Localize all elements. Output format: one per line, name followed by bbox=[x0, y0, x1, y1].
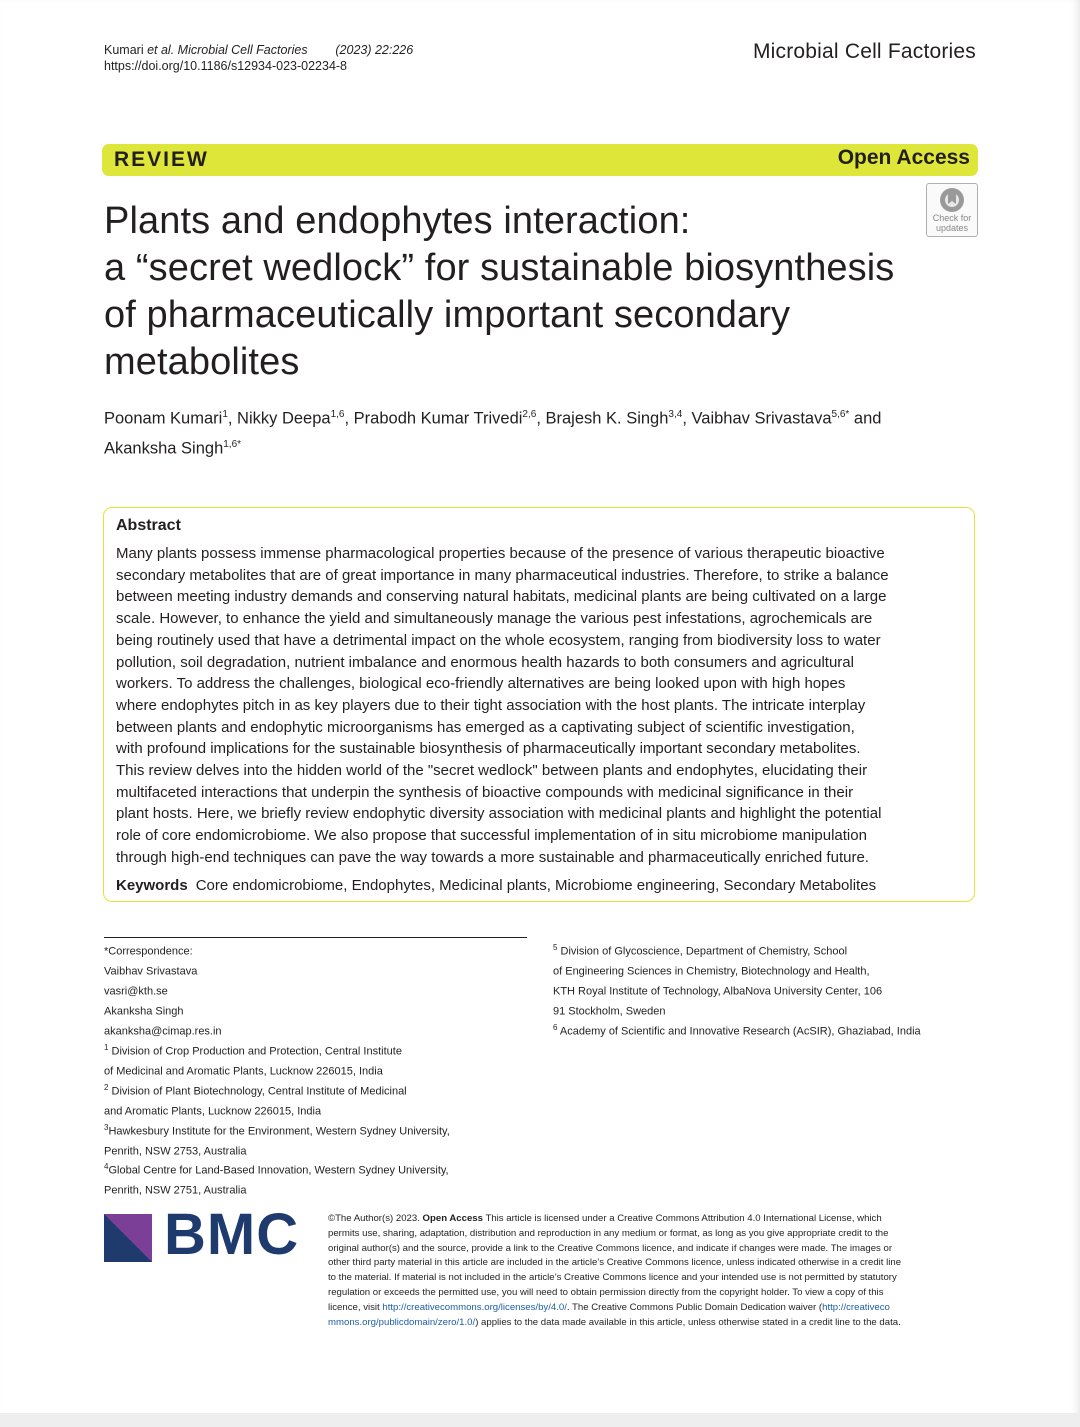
abstract-line: through high-end techniques can pave the way towards a more sustainable and pharmaceutically enriched future. bbox=[116, 848, 869, 866]
cite-year-volume: (2023) 22:226 bbox=[335, 43, 414, 57]
footnote-text: of Engineering Sciences in Chemistry, Biotechnology and Health, bbox=[553, 965, 870, 978]
author-name[interactable]: Poonam Kumari bbox=[104, 409, 223, 428]
open-access-label: Open Access bbox=[837, 146, 970, 169]
abstract-line: being routinely used that have a detrimental impact on the whole ecosystem, ranging from biodiversity loss to water bbox=[116, 631, 881, 649]
author-name[interactable]: Brajesh K. Singh bbox=[545, 409, 669, 428]
footnote-text: KTH Royal Institute of Technology, AlbaNova University Center, 106 bbox=[553, 985, 883, 998]
abstract-line: workers. To address the challenges, biological eco-friendly alternatives are being looked upon with high hopes bbox=[116, 675, 846, 693]
footnote-text: and Aromatic Plants, Lucknow 226015, India bbox=[104, 1105, 322, 1118]
license-line bbox=[328, 1212, 978, 1227]
abstract-line: pollution, soil degradation, nutrient imbalance and enormous health hazards to both consumers and agricultural bbox=[116, 653, 854, 671]
footnote-text: *Correspondence: bbox=[104, 945, 193, 958]
footnote-line bbox=[553, 940, 983, 960]
author-separator: , bbox=[536, 409, 546, 428]
author-affiliation: 3,4 bbox=[668, 409, 683, 420]
author-list bbox=[104, 402, 954, 461]
footnote-line bbox=[104, 960, 524, 980]
abstract-box bbox=[103, 507, 975, 902]
abstract-text bbox=[116, 543, 966, 869]
footnote-line bbox=[553, 1020, 983, 1040]
abstract-line: This review delves into the hidden world of the "secret wedlock" between plants and endophytes, elucidating their bbox=[116, 762, 868, 780]
bottom-edge bbox=[0, 1413, 1080, 1427]
title-line: a “secret wedlock” for sustainable biosynthesis bbox=[104, 247, 895, 289]
cite-et-al: et al. bbox=[147, 43, 175, 57]
footnote-text: of Medicinal and Aromatic Plants, Lucknow 226015, India bbox=[104, 1065, 383, 1078]
footnote-sup: 2 bbox=[104, 1082, 109, 1092]
abstract-line: secondary metabolites that are of great importance in many pharmaceutical industries. Therefore, to strike a balance bbox=[116, 566, 889, 584]
footnote-divider bbox=[104, 937, 527, 938]
footnote-text: Division of Glycoscience, Department of Chemistry, School bbox=[560, 945, 848, 958]
author-affiliation: 1,6 bbox=[330, 409, 345, 420]
footnote-text: Hawkesbury Institute for the Environment, Western Sydney University, bbox=[108, 1125, 450, 1138]
author-name[interactable]: Akanksha Singh bbox=[104, 439, 224, 457]
article-title bbox=[104, 198, 944, 386]
author-name[interactable]: Nikky Deepa bbox=[237, 409, 331, 428]
abstract-line: between plants and endophytic microorganisms has emerged as a captivating subject of scientific investigation, bbox=[116, 718, 855, 736]
license-text bbox=[328, 1212, 978, 1330]
footnote-line bbox=[104, 1120, 524, 1140]
license-line-text: ) applies to the data made available in this article, unless otherwise stated in a credit line to the data. bbox=[475, 1316, 901, 1328]
license-line: regulation or exceeds the permitted use, you will need to obtain permission directly from the copyright holder. To view a copy of this bbox=[328, 1286, 884, 1298]
license-copyright: ©The Author(s) 2023. bbox=[328, 1213, 420, 1224]
doi-link[interactable]: https://doi.org/10.1186/s12934-023-02234-8 bbox=[104, 59, 348, 73]
footnote-text: Penrith, NSW 2753, Australia bbox=[104, 1145, 247, 1158]
abstract-line: plant hosts. Here, we briefly review endophytic diversity association with medicinal plants and highlight the potential bbox=[116, 805, 882, 823]
author-affiliation: 1,6* bbox=[223, 438, 242, 450]
article-type-banner bbox=[102, 144, 978, 176]
keywords-list: Core endomicrobiome, Endophytes, Medicinal plants, Microbiome engineering, Secondary Metabolites bbox=[195, 877, 877, 894]
footnote-line bbox=[104, 1140, 524, 1160]
abstract-line: role of core endomicrobiome. We also propose that successful implementation of in situ microbiome manipulation bbox=[116, 827, 867, 845]
title-line: Plants and endophytes interaction: bbox=[104, 200, 691, 242]
footnote-line bbox=[553, 980, 983, 1000]
cc0-waiver-link[interactable]: mmons.org/publicdomain/zero/1.0/ bbox=[328, 1316, 476, 1328]
footnote-text: Penrith, NSW 2751, Australia bbox=[104, 1185, 247, 1198]
license-line-text: licence, visit bbox=[328, 1301, 380, 1313]
article-type-label: REVIEW bbox=[114, 148, 209, 171]
footnote-line bbox=[104, 1100, 524, 1120]
keywords bbox=[116, 877, 876, 894]
author-affiliation: 5,6* bbox=[831, 409, 850, 420]
footnote-line bbox=[104, 1080, 524, 1100]
footnote-sup: 3 bbox=[104, 1122, 109, 1132]
abstract-line: between meeting industry demands and conserving natural habitats, medicinal plants are being cultivated on a large bbox=[116, 588, 887, 606]
bmc-logo-text: BMC bbox=[164, 1202, 300, 1267]
abstract-line: where endophytes pitch in as key players due to their tight association with the host plants. The intricate interplay bbox=[116, 696, 866, 714]
license-line-text: This article is licensed under a Creative Commons Attribution 4.0 International License, which bbox=[485, 1213, 882, 1224]
footnote-line bbox=[104, 1060, 524, 1080]
footnote-text: Global Centre for Land-Based Innovation, Western Sydney University, bbox=[108, 1165, 449, 1178]
author-separator: , bbox=[227, 409, 238, 428]
footnote-text: Academy of Scientific and Innovative Research (AcSIR), Ghaziabad, India bbox=[559, 1025, 921, 1038]
footnote-line bbox=[104, 1020, 524, 1040]
license-line-text: . The Creative Commons Public Domain Dedication waiver ( bbox=[566, 1301, 823, 1313]
footnote-line bbox=[553, 1000, 983, 1020]
license-line: to the material. If material is not included in the article’s Creative Commons licence and your intended use is not permitted by statutory bbox=[328, 1272, 897, 1284]
abstract-heading: Abstract bbox=[116, 517, 181, 534]
footnote-line bbox=[104, 980, 524, 1000]
license-line: permits use, sharing, adaptation, distribution and reproduction in any medium or format, as long as you give appropriate credit to the bbox=[328, 1227, 889, 1239]
license-line: other third party material in this article are included in the article’s Creative Commons licence, unless indicated otherwise in a credit line bbox=[328, 1257, 902, 1269]
footnotes-left bbox=[104, 940, 524, 1199]
footnote-text: Division of Crop Production and Protection, Central Institute bbox=[111, 1045, 402, 1058]
author-name[interactable]: Prabodh Kumar Trivedi bbox=[353, 409, 523, 428]
author-affiliation: 1 bbox=[222, 409, 228, 420]
correspondence-email[interactable]: akanksha@cimap.res.in bbox=[104, 1025, 222, 1038]
footnote-line bbox=[104, 1179, 524, 1199]
bmc-mark-icon bbox=[104, 1214, 152, 1262]
footnote-line bbox=[104, 1040, 524, 1060]
footnote-line bbox=[104, 1159, 524, 1179]
footnote-line bbox=[104, 940, 524, 960]
license-open-access: Open Access bbox=[422, 1213, 483, 1224]
footnote-sup: 5 bbox=[553, 943, 558, 952]
footnote-text: Division of Plant Biotechnology, Central Institute of Medicinal bbox=[111, 1085, 407, 1098]
title-line: metabolites bbox=[104, 341, 300, 383]
license-line bbox=[328, 1301, 978, 1316]
footnote-text: Akanksha Singh bbox=[104, 1005, 184, 1018]
license-line: original author(s) and the source, provide a link to the Creative Commons licence, and indicate if changes were made. The images or bbox=[328, 1242, 893, 1254]
footnote-sup: 1 bbox=[104, 1042, 109, 1052]
bmc-logo[interactable] bbox=[104, 1202, 304, 1267]
check-updates-line2: updates bbox=[935, 223, 969, 233]
author-separator: , bbox=[682, 409, 692, 428]
abstract-line: scale. However, to enhance the yield and simultaneously manage the various pest infestations, agrochemicals are bbox=[116, 610, 873, 628]
author-affiliation: 2,6 bbox=[522, 409, 537, 420]
cc0-waiver-link[interactable]: http://creativeco bbox=[822, 1301, 890, 1313]
abstract-line: multifaceted interactions that underpin the synthesis of bioactive compounds with medicinal significance in their bbox=[116, 783, 854, 801]
footnote-text: Vaibhav Srivastava bbox=[104, 965, 198, 978]
journal-name: Microbial Cell Factories bbox=[752, 40, 976, 63]
cite-journal: Microbial Cell Factories bbox=[177, 43, 308, 57]
citation-header bbox=[104, 42, 413, 74]
footnote-sup: 6 bbox=[553, 1022, 558, 1032]
footnote-sup: 4 bbox=[104, 1162, 109, 1172]
cc-by-license-link[interactable]: http://creativecommons.org/licenses/by/4.0/ bbox=[382, 1301, 567, 1313]
abstract-line: with profound implications for the sustainable biosynthesis of pharmaceutically important secondary metabolites. bbox=[116, 740, 861, 758]
footnote-line bbox=[104, 1000, 524, 1020]
footnote-text: 91 Stockholm, Sweden bbox=[553, 1005, 666, 1018]
correspondence-email[interactable]: vasri@kth.se bbox=[104, 985, 168, 998]
title-line: of pharmaceutically important secondary bbox=[104, 294, 791, 336]
keywords-label: Keywords bbox=[116, 877, 188, 894]
footnotes-right bbox=[553, 940, 983, 1040]
author-name[interactable]: Vaibhav Srivastava bbox=[691, 409, 832, 428]
author-separator: and bbox=[849, 409, 882, 428]
cite-authors: Kumari bbox=[104, 43, 144, 57]
license-line bbox=[328, 1316, 978, 1331]
check-updates-line1: Check for bbox=[932, 213, 972, 223]
footnote-line bbox=[553, 960, 983, 980]
author-separator: , bbox=[344, 409, 354, 428]
abstract-line: Many plants possess immense pharmacological properties because of the presence of various therapeutic bioactive bbox=[116, 545, 885, 562]
